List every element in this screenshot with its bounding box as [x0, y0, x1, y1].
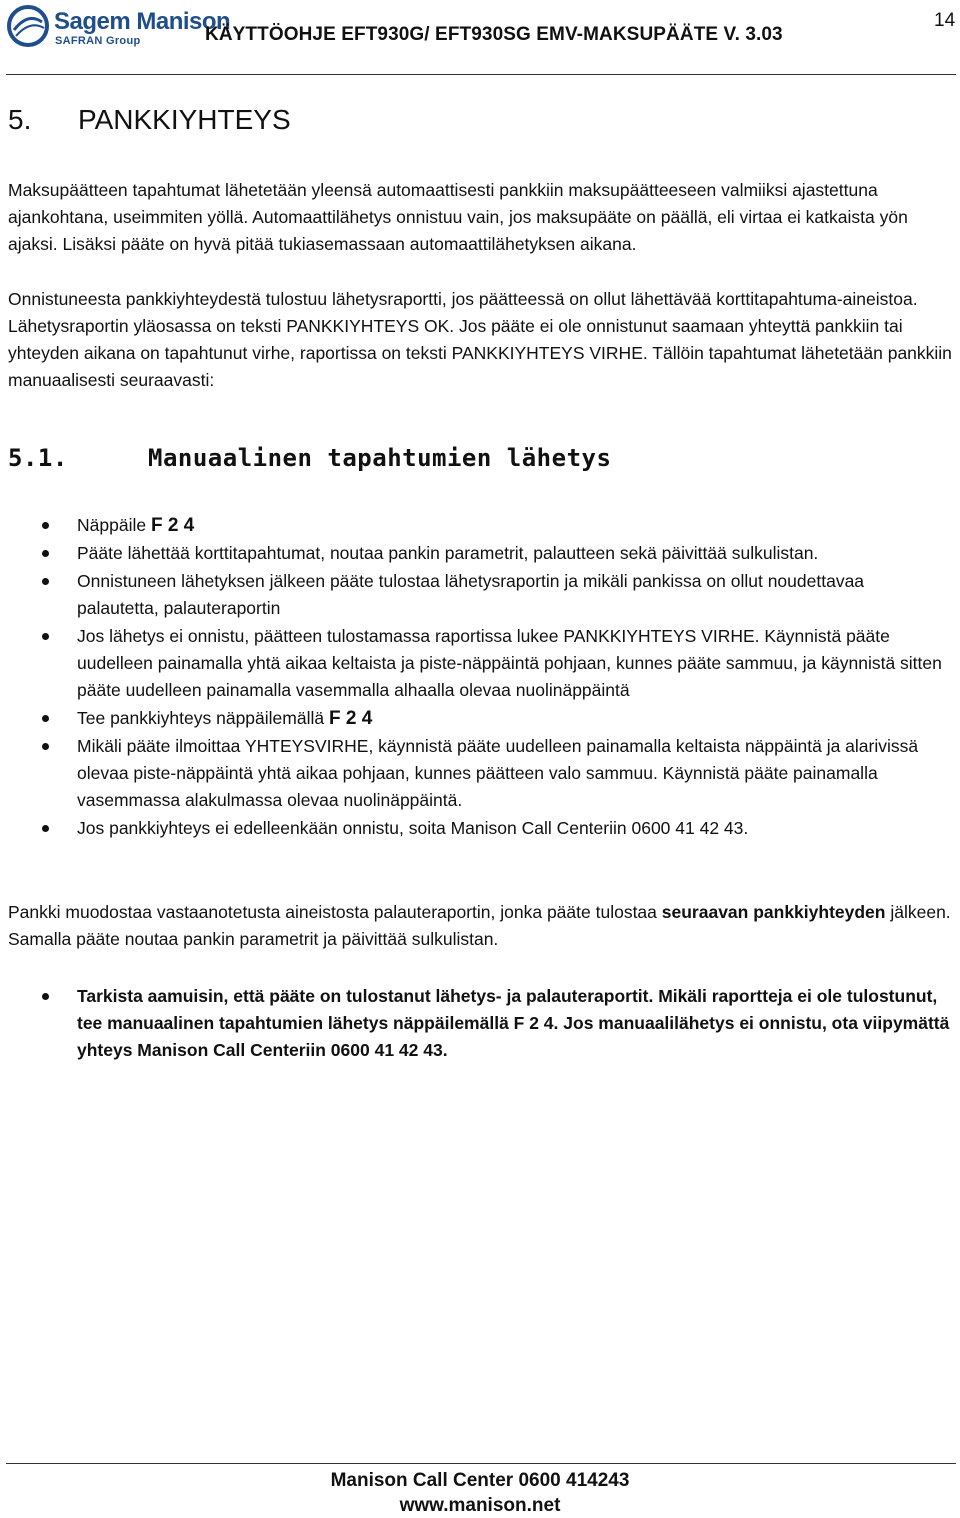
report-paragraph: Onnistuneesta pankkiyhteydestä tulostuu lähetysraportti, jos päätteessä on ollut lähettävää korttitapahtuma-aineistoa. Lähetysraportin yläosassa on teksti PANKKIYHTEYS OK. Jos pääte ei ole onnistunut saamaan yhteyttä pankkiin tai yhteyden aikana on tapahtunut virhe, raportissa on teksti PANKKIYHTEYS VIRHE. Tällöin tapahtumat lähetetään pankkiin manuaalisesti seuraavasti:: [8, 289, 952, 390]
logo-subtitle: SAFRAN Group: [55, 35, 141, 47]
list-item-text: Näppäile: [77, 515, 151, 535]
footer: [0, 1468, 960, 1518]
footer-divider: [6, 1463, 956, 1464]
list-item: [0, 568, 950, 622]
document-title: KÄYTTÖOHJE EFT930G/ EFT930SG EMV-MAKSUPÄÄTE V. 3.03: [205, 24, 783, 45]
bullet-icon: [42, 825, 49, 832]
list-item-text: Jos lähetys ei onnistu, päätteen tulostamassa raportissa lukee PANKKIYHTEYS VIRHE. Käynnistä pääte uudelleen painamalla yhtä aikaa keltaista ja piste-näppäintä pohjaan, kunnes pääte sammuu, ja käynnistä sitten pääte uudelleen painamalla vasemmalla alhaalla olevaa nuolinäppäintä: [77, 626, 942, 700]
bullet-icon: [42, 743, 49, 750]
feedback-emphasis: seuraavan pankkiyhteyden: [661, 902, 886, 922]
section-number: 5.: [8, 104, 32, 135]
bullet-icon: [42, 578, 49, 585]
company-logo: [6, 4, 231, 48]
feedback-text-end: jälkeen. Samalla pääte noutaa pankin parametrit ja päivittää sulkulistan.: [8, 902, 951, 949]
list-item-text: Onnistuneen lähetyksen jälkeen pääte tulostaa lähetysraportin ja mikäli pankissa on ollut noudettavaa palautetta, palauteraportin: [77, 571, 865, 618]
list-item: [0, 705, 950, 732]
page-number: 14: [934, 10, 956, 31]
bullet-icon: [42, 522, 49, 529]
bullet-icon: [42, 715, 49, 722]
list-item: [0, 623, 950, 704]
header-divider: [6, 74, 956, 75]
key-sequence: F 2 4: [150, 515, 195, 536]
list-item: [0, 512, 950, 539]
list-item: [0, 733, 950, 814]
section-title: PANKKIYHTEYS: [78, 104, 291, 135]
bullet-icon: [42, 633, 49, 640]
bullet-icon: [42, 550, 49, 557]
list-item-text: Mikäli pääte ilmoittaa YHTEYSVIRHE, käynnistä pääte uudelleen painamalla keltaista näppäintä ja alarivissä olevaa piste-näppäintä yhtä aikaa pohjaan, kunnes päätteen valo sammuu. Käynnistä pääte painamalla vasemmassa alakulmassa olevaa nuolinäppäintä.: [77, 736, 919, 810]
subsection-title: Manuaalinen tapahtumien lähetys: [148, 444, 612, 472]
bullet-icon: [42, 993, 49, 1000]
feedback-text: Pankki muodostaa vastaanotetusta aineistosta palauteraportin, jonka pääte tulostaa: [8, 902, 662, 922]
logo-name: Sagem Manison: [54, 8, 231, 35]
warning-item: [0, 983, 950, 1064]
list-item-text: Pääte lähettää korttitapahtumat, noutaa pankin parametrit, palautteen sekä päivittää sulkulistan.: [77, 543, 819, 563]
key-sequence: F 2 4: [328, 708, 373, 729]
section-heading: [8, 104, 291, 136]
warning-list: [0, 983, 950, 1064]
footer-website: www.manison.net: [399, 1495, 561, 1516]
instruction-list: [0, 512, 950, 843]
feedback-paragraph: [8, 899, 954, 953]
warning-text: Tarkista aamuisin, että pääte on tulostanut lähetys- ja palauteraportit. Mikäli raportteja ei ole tulostunut, tee manuaalinen tapahtumien lähetys näppäilemällä F 2 4. Jos manuaalilähetys ei onnistu, ota viipymättä yhteys Manison Call Centeriin 0600 41 42 43.: [77, 986, 950, 1060]
list-item-text: Jos pankkiyhteys ei edelleenkään onnistu, soita Manison Call Centeriin 0600 41 42 43.: [77, 818, 749, 838]
subsection-heading: [8, 444, 611, 472]
intro-paragraph: Maksupäätteen tapahtumat lähetetään yleensä automaattisesti pankkiin maksupäätteeseen valmiiksi ajastettuna ajankohtana, useimmiten yöllä. Automaattilähetys onnistuu vain, jos maksupääte on päällä, eli virtaa ei katkaista yön ajaksi. Lisäksi pääte on hyvä pitää tukiasemassaan automaattilähetyksen aikana.: [8, 180, 908, 254]
list-item: [0, 540, 950, 567]
list-item: [0, 815, 950, 842]
subsection-number: 5.1.: [8, 444, 68, 472]
list-item-text: Tee pankkiyhteys näppäilemällä: [77, 708, 329, 728]
logo-emblem-icon: [6, 4, 50, 48]
footer-phone: Manison Call Center 0600 414243: [330, 1470, 630, 1491]
